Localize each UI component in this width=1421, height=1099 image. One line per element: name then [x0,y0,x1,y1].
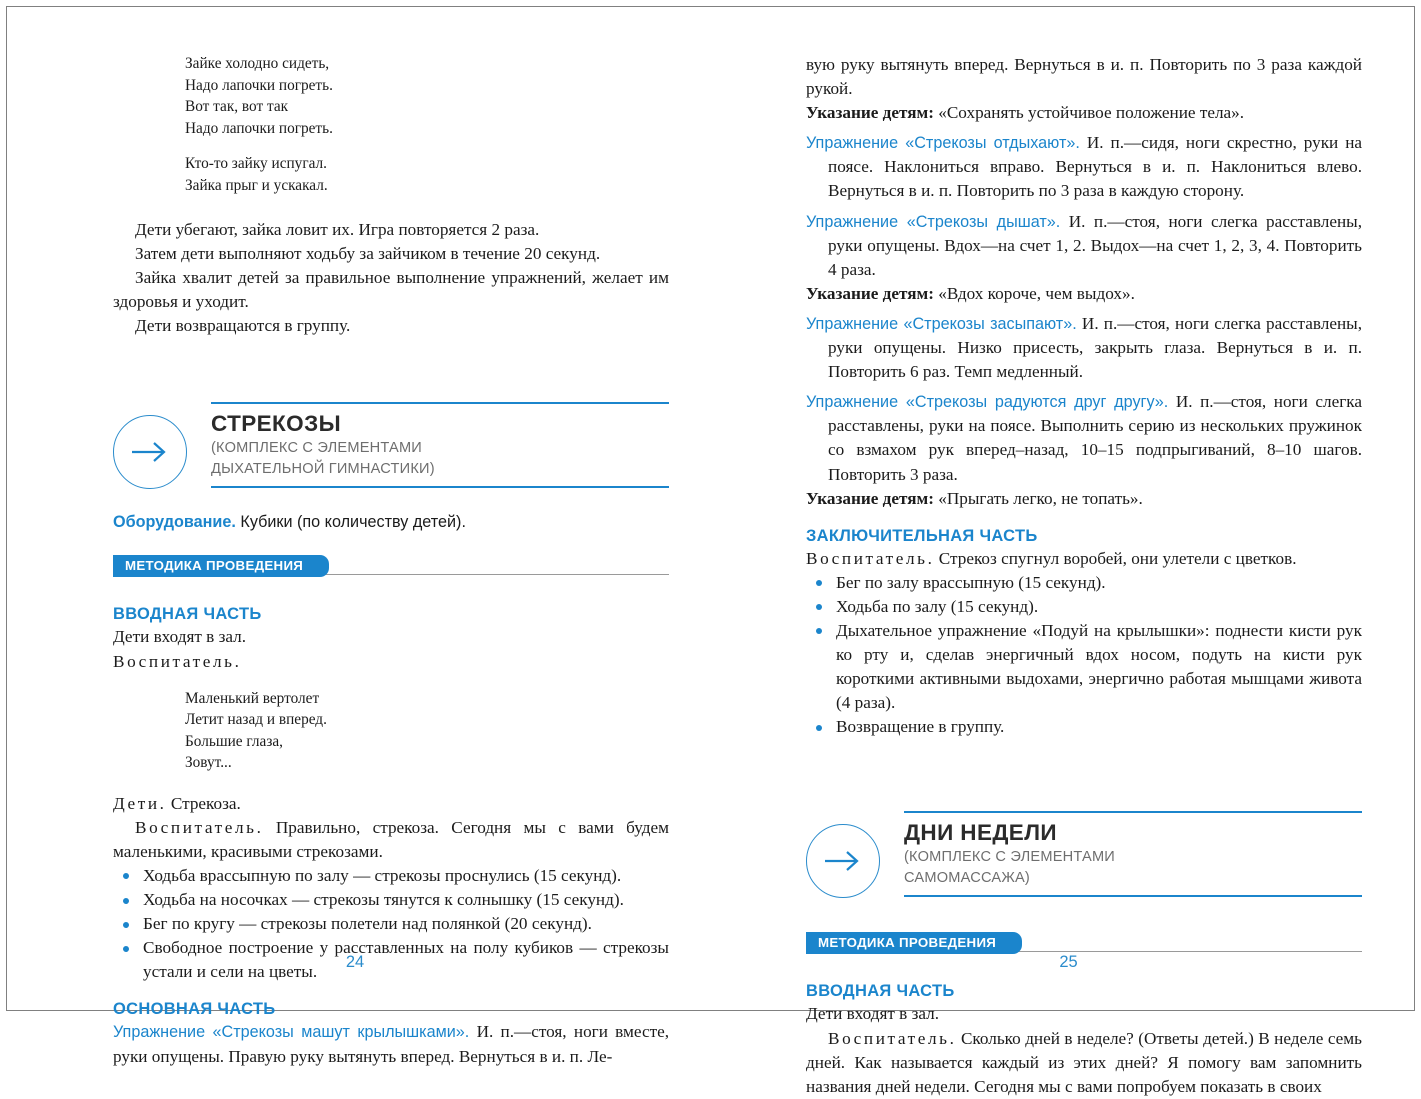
note-text: «Вдох короче, чем выдох». [938,283,1135,303]
method-tag-row [806,932,1362,954]
poem-line: Зайке холодно сидеть, [185,55,330,72]
chapter-title: СТРЕКОЗЫ [211,411,342,437]
body-paragraph-continuation: вую руку вытянуть вперед. Вернуться в и. п. Повторить по 3 раза каждой рукой. [806,55,1362,99]
speaker-name: Воспитатель. [135,817,264,837]
final-bullet-list [806,571,1362,740]
page-right-content [806,7,1363,1096]
poem-line: Кто-то зайку испугал. [185,155,327,172]
equipment-line [113,511,669,533]
exercise-title: Упражнение «Стрекозы дышат». [806,212,1061,231]
chapter-subtitle-line-2: ДЫХАТЕЛЬНОЙ ГИМНАСТИКИ) [211,460,435,477]
list-item: Бег по кругу — стрекозы полетели над полянкой (20 секунд). [113,912,669,936]
body-paragraph: Дети возвращаются в группу. [135,316,351,336]
poem-stanza-2 [113,153,669,196]
chapter-header-strekozy [113,402,669,489]
page-number-right: 25 [1059,953,1078,971]
note-label: Указание детям: [806,488,934,508]
page-number-left: 24 [345,953,365,971]
equipment-label: Оборудование. [113,513,236,532]
exercise-text: И. п.—стоя, ноги слегка расставлены, руки опущены. Низко присесть, закрыть глаза. Вернуться в и. п. Повторить 6 раз. Темп медленный. [828,313,1363,382]
note-label: Указание детям: [806,103,934,123]
arrow-right-circle-icon [113,415,187,489]
exercise-title: Упражнение «Стрекозы отдыхают». [806,134,1080,153]
page-right [711,7,1414,1096]
note-line [806,282,1362,306]
body-paragraph: Дети входят в зал. [113,627,247,647]
note-text: «Сохранять устойчивое положение тела». [938,103,1245,123]
note-line [806,487,1362,511]
poem-line: Надо лапочки погреть. [185,119,333,137]
exercise-paragraph [806,210,1362,282]
section-heading-final: ЗАКЛЮЧИТЕЛЬНАЯ ЧАСТЬ [806,526,1038,545]
exercise-text: И. п.—стоя, ноги слегка расставлены, руки опущены. Вдох—на счет 1, 2. Выдох—на счет 1, 2, 3, 4. Повторить 4 раза. [828,211,1362,279]
method-tag-row [113,555,669,577]
teacher-text: Сколько дней в неделе? (Ответы детей.) В неделе семь дней. Как называется каждый из этих дней? Я помогу вам запомнить названия дней недели. Сегодня мы с вами попробуем показать в своих [806,1028,1362,1096]
body-paragraph: Дети убегают, зайка ловит их. Игра повторяется 2 раза. [135,220,540,239]
speaker-line-teacher [806,547,1362,571]
verse-line: Зовут... [185,754,232,772]
teacher-text: Стрекоз спугнул воробей, они улетели с цветков. [938,548,1297,568]
chapter-title-block [211,402,669,488]
book-spread [6,6,1415,1096]
chapter-title-block [904,811,1362,897]
exercise-text: И. п.—сидя, ноги скрестно, руки на поясе. Наклониться вправо. Вернуться в и. п. Наклониться влево. Вернуться в и. п. Повторить по 3 раза в каждую сторону. [828,133,1363,201]
list-item: Свободное построение у расставленных на полу кубиков — стрекозы устали и сели на цветы. [113,936,669,984]
poem-line: Зайка прыг и ускакал. [185,176,328,194]
list-item: Возвращение в группу. [806,715,1362,739]
note-label: Указание детям: [806,283,934,303]
section-heading-intro: ВВОДНАЯ ЧАСТЬ [806,982,955,1001]
chapter-subtitle-line-1: (КОМПЛЕКС С ЭЛЕМЕНТАМИ [904,849,1115,866]
body-paragraph: Зайка хвалит детей за правильное выполнение упражнений, желает им здоровья и уходит. [113,268,669,312]
speaker-name: Воспитатель. [806,548,935,568]
exercise-title: Упражнение «Стрекозы засыпают». [806,314,1077,333]
speaker-name: Дети. [113,793,167,813]
verse-line: Летит назад и вперед. [185,711,327,729]
chapter-title: ДНИ НЕДЕЛИ [904,820,1057,846]
exercise-text: И. п.—стоя, ноги слегка расставлены, руки на поясе. Выполнить серию из нескольких пружинок со взмахом рук вперед–назад, 10–15 подпрыгиваний, 8–10 шагов. Повторить 3 раза. [828,392,1362,484]
section-heading-intro: ВВОДНАЯ ЧАСТЬ [113,605,262,624]
speaker-name: Воспитатель. [828,1028,957,1048]
list-item: Бег по залу врассыпную (15 секунд). [806,571,1362,595]
page-left-content [113,7,670,1066]
list-item: Дыхательное упражнение «Подуй на крылышки»: поднести кисти рук ко рту и, сделав энергичный вдох носом, подуть на кисти рук короткими активными выдохами, энергично работая мышцами живота (4 раза). [806,619,1362,715]
exercise-paragraph [806,131,1362,203]
speaker-line-teacher [806,1027,1362,1099]
body-paragraph: Дети входят в зал. [806,1004,940,1024]
exercise-text: И. п.—стоя, ноги вместе, руки опущены. Правую руку вытянуть вперед. Вернуться в и. п. Ле- [113,1022,670,1066]
list-item: Ходьба по залу (15 секунд). [806,595,1362,619]
exercise-paragraph [806,312,1362,384]
note-text: «Прыгать легко, не топать». [938,488,1143,508]
equipment-text: Кубики (по количеству детей). [240,513,466,532]
chapter-subtitle-line-2: САМОМАССАЖА) [904,869,1030,886]
poem-stanza-1 [113,53,669,139]
verse-line: Большие глаза, [185,732,283,750]
page-left [7,7,711,1066]
exercise-title: Упражнение «Стрекозы радуются друг другу». [806,393,1169,412]
speaker-line-teacher-reply [113,816,669,864]
poem-line: Надо лапочки погреть. [185,76,333,94]
section-heading-main: ОСНОВНАЯ ЧАСТЬ [113,1000,276,1019]
children-answer: Стрекоза. [170,793,241,813]
verse-block [113,688,669,774]
exercise-paragraph [113,1020,669,1068]
arrow-right-circle-icon [806,824,880,898]
note-line [806,101,1362,125]
teacher-reply-text: Правильно, стрекоза. Сегодня мы с вами будем маленькими, красивыми стрекозами. [113,817,669,861]
exercise-paragraph [806,390,1362,486]
body-paragraph: Затем дети выполняют ходьбу за зайчиком в течение 20 секунд. [135,244,601,264]
speaker-line-teacher [113,650,669,674]
method-tag: МЕТОДИКА ПРОВЕДЕНИЯ [806,932,1022,954]
verse-line: Маленький вертолет [185,689,320,707]
speaker-line-children [113,792,669,816]
poem-line: Вот так, вот так [185,98,289,115]
exercise-title: Упражнение «Стрекозы машут крылышками». [113,1023,470,1042]
speaker-name: Воспитатель. [113,651,242,671]
method-tag: МЕТОДИКА ПРОВЕДЕНИЯ [113,555,329,577]
list-item: Ходьба врассыпную по залу — стрекозы проснулись (15 секунд). [113,864,669,888]
list-item: Ходьба на носочках — стрекозы тянутся к солнышку (15 секунд). [113,888,669,912]
chapter-subtitle-line-1: (КОМПЛЕКС С ЭЛЕМЕНТАМИ [211,440,422,457]
chapter-header-dni-nedeli [806,811,1362,898]
